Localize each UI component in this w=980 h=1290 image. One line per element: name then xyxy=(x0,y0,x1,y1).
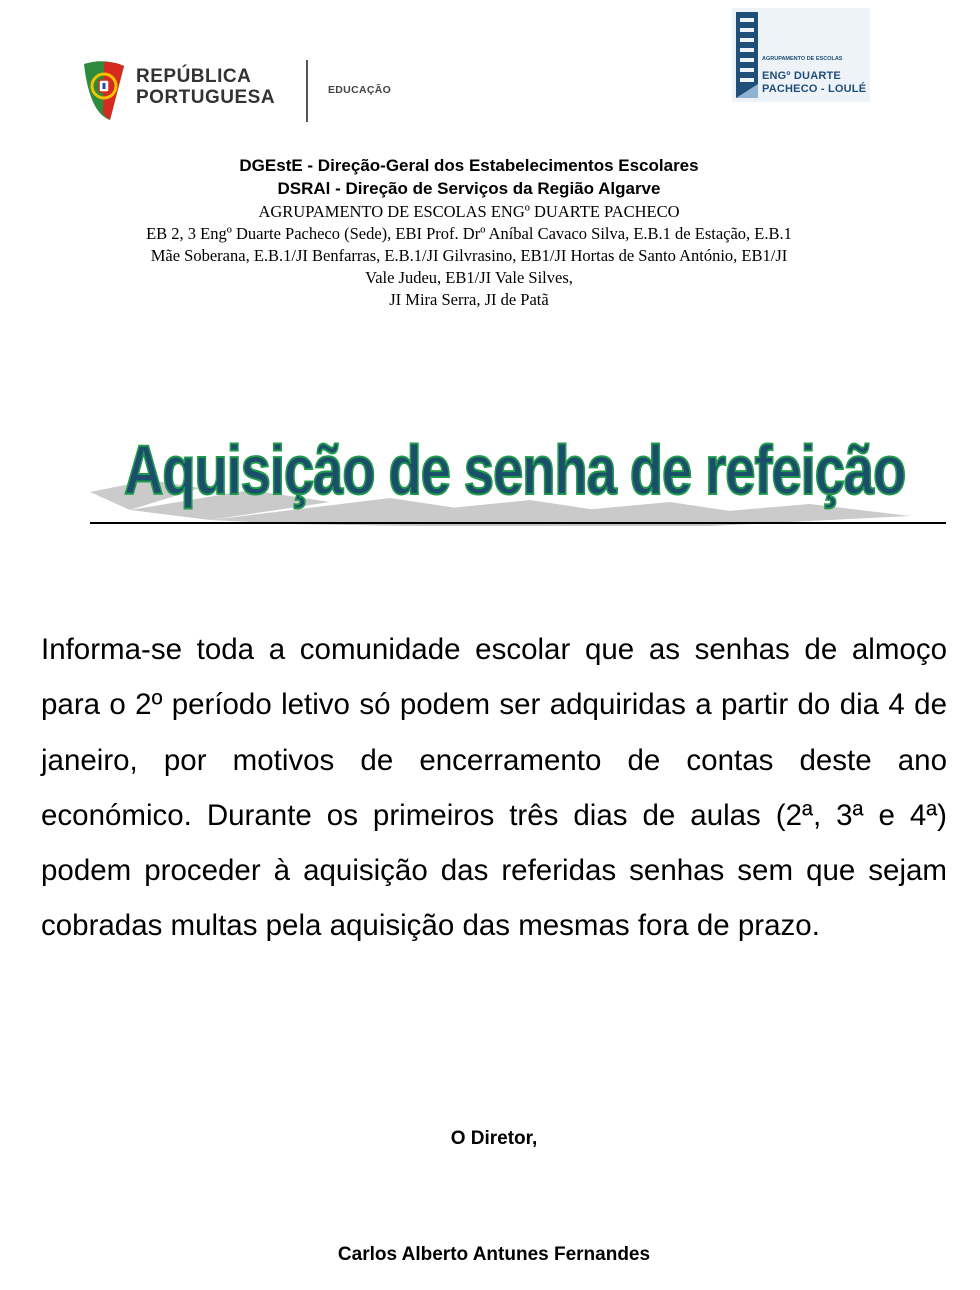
header-dgeste: DGEstE - Direção-Geral dos Estabelecimentos Escolares xyxy=(239,156,699,175)
header-dsral: DSRAl - Direção de Serviços da Região Algarve xyxy=(277,179,661,198)
agrupamento-name-line2: PACHECO - LOULÉ xyxy=(762,83,867,95)
header-schools-line4: JI Mira Serra, JI de Patã xyxy=(389,290,549,309)
agrupamento-logo xyxy=(732,8,870,102)
header-schools-line3: Vale Judeu, EB1/JI Vale Silves, xyxy=(365,268,573,287)
portuguese-emblem-icon xyxy=(80,58,126,124)
portuguesa-label: PORTUGUESA xyxy=(136,87,276,108)
header-agrupamento: AGRUPAMENTO DE ESCOLAS ENGº DUARTE PACHECO xyxy=(258,202,680,221)
republica-label: REPÚBLICA xyxy=(136,66,252,87)
signature-name: Carlos Alberto Antunes Fernandes xyxy=(337,1244,651,1265)
header-schools-line2: Mãe Soberana, E.B.1/JI Benfarras, E.B.1/JI Gilvrasino, EB1/JI Hortas de Santo António, EB1/JI xyxy=(150,246,788,265)
title-underline xyxy=(90,522,946,524)
agrupamento-small-label: AGRUPAMENTO DE ESCOLAS xyxy=(762,56,843,62)
title-block xyxy=(90,420,950,530)
agrupamento-name-line1: ENGº DUARTE xyxy=(762,70,841,82)
page-title: Aquisição de senha de refeição xyxy=(124,431,906,509)
school-tower-icon xyxy=(732,8,762,102)
republica-portuguesa-logo xyxy=(80,58,400,124)
department-label: EDUCAÇÃO xyxy=(328,84,392,96)
header-schools-line1: EB 2, 3 Engº Duarte Pacheco (Sede), EBI Prof. Drº Aníbal Cavaco Silva, E.B.1 de Estação, E.B.1 xyxy=(146,224,792,243)
announcement-paragraph: Informa-se toda a comunidade escolar que as senhas de almoço para o 2º período letivo só podem ser adquiridas a partir do dia 4 de janeiro, por motivos de encerramento de contas deste ano económico. Durante os primeiros três dias de aulas (2ª, 3ª e 4ª) podem proceder à aquisição das referidas senhas sem que sejam cobradas multas pela aquisição das mesmas fora de prazo. xyxy=(41,633,947,943)
logo-divider xyxy=(306,60,308,122)
signature-role: O Diretor, xyxy=(450,1128,538,1149)
